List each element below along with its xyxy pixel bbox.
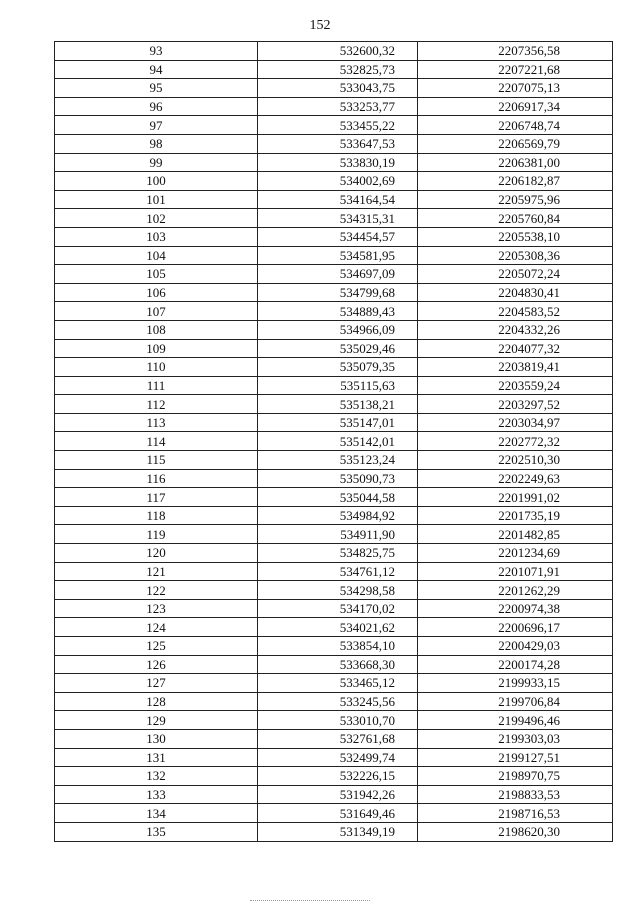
x-coordinate-cell: 534002,69: [258, 172, 418, 191]
point-number-cell: 129: [55, 711, 258, 730]
scan-artifact-line: [250, 900, 370, 901]
point-number-cell: 116: [55, 469, 258, 488]
x-coordinate-cell: 534454,57: [258, 227, 418, 246]
table-row: [55, 116, 613, 135]
point-number-cell: 112: [55, 395, 258, 414]
y-coordinate-cell: 2202772,32: [418, 432, 613, 451]
x-coordinate-cell: 532226,15: [258, 767, 418, 786]
y-coordinate-cell: 2199706,84: [418, 692, 613, 711]
table-row: [55, 785, 613, 804]
table-row: [55, 283, 613, 302]
point-number-cell: 125: [55, 637, 258, 656]
point-number-cell: 117: [55, 488, 258, 507]
y-coordinate-cell: 2200174,28: [418, 655, 613, 674]
y-coordinate-cell: 2201991,02: [418, 488, 613, 507]
table-row: [55, 413, 613, 432]
y-coordinate-cell: 2199127,51: [418, 748, 613, 767]
x-coordinate-cell: 534911,90: [258, 525, 418, 544]
y-coordinate-cell: 2206569,79: [418, 134, 613, 153]
x-coordinate-cell: 534984,92: [258, 506, 418, 525]
table-row: [55, 320, 613, 339]
table-row: [55, 172, 613, 191]
point-number-cell: 132: [55, 767, 258, 786]
y-coordinate-cell: 2207356,58: [418, 42, 613, 61]
y-coordinate-cell: 2204583,52: [418, 302, 613, 321]
table-row: [55, 525, 613, 544]
x-coordinate-cell: 535029,46: [258, 339, 418, 358]
y-coordinate-cell: 2203559,24: [418, 376, 613, 395]
point-number-cell: 119: [55, 525, 258, 544]
x-coordinate-cell: 534170,02: [258, 599, 418, 618]
y-coordinate-cell: 2201071,91: [418, 562, 613, 581]
y-coordinate-cell: 2202510,30: [418, 451, 613, 470]
x-coordinate-cell: 535079,35: [258, 358, 418, 377]
x-coordinate-cell: 535044,58: [258, 488, 418, 507]
point-number-cell: 110: [55, 358, 258, 377]
x-coordinate-cell: 533245,56: [258, 692, 418, 711]
point-number-cell: 134: [55, 804, 258, 823]
point-number-cell: 96: [55, 97, 258, 116]
point-number-cell: 107: [55, 302, 258, 321]
table-row: [55, 451, 613, 470]
table-row: [55, 544, 613, 563]
table-row: [55, 97, 613, 116]
x-coordinate-cell: 532825,73: [258, 60, 418, 79]
x-coordinate-cell: 533647,53: [258, 134, 418, 153]
point-number-cell: 120: [55, 544, 258, 563]
y-coordinate-cell: 2205975,96: [418, 190, 613, 209]
y-coordinate-cell: 2205760,84: [418, 209, 613, 228]
point-number-cell: 103: [55, 227, 258, 246]
y-coordinate-cell: 2206748,74: [418, 116, 613, 135]
y-coordinate-cell: 2207075,13: [418, 79, 613, 98]
x-coordinate-cell: 532499,74: [258, 748, 418, 767]
table-row: [55, 581, 613, 600]
y-coordinate-cell: 2200429,03: [418, 637, 613, 656]
y-coordinate-cell: 2203819,41: [418, 358, 613, 377]
table-row: [55, 562, 613, 581]
x-coordinate-cell: 534298,58: [258, 581, 418, 600]
y-coordinate-cell: 2198833,53: [418, 785, 613, 804]
x-coordinate-cell: 534761,12: [258, 562, 418, 581]
x-coordinate-cell: 534164,54: [258, 190, 418, 209]
x-coordinate-cell: 533010,70: [258, 711, 418, 730]
y-coordinate-cell: 2198716,53: [418, 804, 613, 823]
table-row: [55, 302, 613, 321]
point-number-cell: 106: [55, 283, 258, 302]
point-number-cell: 122: [55, 581, 258, 600]
table-row: [55, 227, 613, 246]
table-row: [55, 265, 613, 284]
point-number-cell: 101: [55, 190, 258, 209]
table-row: [55, 506, 613, 525]
y-coordinate-cell: 2201262,29: [418, 581, 613, 600]
point-number-cell: 135: [55, 822, 258, 841]
table-row: [55, 190, 613, 209]
table-row: [55, 822, 613, 841]
point-number-cell: 109: [55, 339, 258, 358]
x-coordinate-cell: 535090,73: [258, 469, 418, 488]
y-coordinate-cell: 2200696,17: [418, 618, 613, 637]
point-number-cell: 113: [55, 413, 258, 432]
table-row: [55, 134, 613, 153]
y-coordinate-cell: 2205308,36: [418, 246, 613, 265]
table-row: [55, 674, 613, 693]
coordinates-table: [54, 41, 613, 842]
point-number-cell: 97: [55, 116, 258, 135]
point-number-cell: 105: [55, 265, 258, 284]
table-row: [55, 767, 613, 786]
y-coordinate-cell: 2199933,15: [418, 674, 613, 693]
point-number-cell: 126: [55, 655, 258, 674]
point-number-cell: 118: [55, 506, 258, 525]
table-row: [55, 748, 613, 767]
table-row: [55, 432, 613, 451]
table-row: [55, 618, 613, 637]
point-number-cell: 93: [55, 42, 258, 61]
table-row: [55, 729, 613, 748]
x-coordinate-cell: 531649,46: [258, 804, 418, 823]
table-row: [55, 637, 613, 656]
point-number-cell: 98: [55, 134, 258, 153]
point-number-cell: 100: [55, 172, 258, 191]
x-coordinate-cell: 533465,12: [258, 674, 418, 693]
point-number-cell: 94: [55, 60, 258, 79]
x-coordinate-cell: 534697,09: [258, 265, 418, 284]
coordinates-table-body: [55, 42, 613, 842]
point-number-cell: 99: [55, 153, 258, 172]
table-row: [55, 599, 613, 618]
y-coordinate-cell: 2205072,24: [418, 265, 613, 284]
y-coordinate-cell: 2198970,75: [418, 767, 613, 786]
x-coordinate-cell: 534889,43: [258, 302, 418, 321]
table-row: [55, 209, 613, 228]
table-row: [55, 655, 613, 674]
x-coordinate-cell: 533253,77: [258, 97, 418, 116]
x-coordinate-cell: 535147,01: [258, 413, 418, 432]
table-row: [55, 711, 613, 730]
point-number-cell: 121: [55, 562, 258, 581]
x-coordinate-cell: 534966,09: [258, 320, 418, 339]
x-coordinate-cell: 535115,63: [258, 376, 418, 395]
x-coordinate-cell: 534315,31: [258, 209, 418, 228]
point-number-cell: 124: [55, 618, 258, 637]
table-row: [55, 358, 613, 377]
table-row: [55, 376, 613, 395]
table-row: [55, 79, 613, 98]
table-row: [55, 339, 613, 358]
y-coordinate-cell: 2206917,34: [418, 97, 613, 116]
table-row: [55, 395, 613, 414]
table-row: [55, 804, 613, 823]
y-coordinate-cell: 2200974,38: [418, 599, 613, 618]
y-coordinate-cell: 2203297,52: [418, 395, 613, 414]
point-number-cell: 104: [55, 246, 258, 265]
y-coordinate-cell: 2206182,87: [418, 172, 613, 191]
point-number-cell: 130: [55, 729, 258, 748]
point-number-cell: 128: [55, 692, 258, 711]
y-coordinate-cell: 2198620,30: [418, 822, 613, 841]
y-coordinate-cell: 2202249,63: [418, 469, 613, 488]
y-coordinate-cell: 2199496,46: [418, 711, 613, 730]
x-coordinate-cell: 531942,26: [258, 785, 418, 804]
x-coordinate-cell: 534825,75: [258, 544, 418, 563]
x-coordinate-cell: 535142,01: [258, 432, 418, 451]
x-coordinate-cell: 533668,30: [258, 655, 418, 674]
table-row: [55, 60, 613, 79]
y-coordinate-cell: 2204077,32: [418, 339, 613, 358]
point-number-cell: 102: [55, 209, 258, 228]
point-number-cell: 95: [55, 79, 258, 98]
point-number-cell: 111: [55, 376, 258, 395]
page-number: 152: [309, 18, 331, 33]
table-row: [55, 42, 613, 61]
y-coordinate-cell: 2201234,69: [418, 544, 613, 563]
coordinates-table-container: [54, 41, 612, 842]
y-coordinate-cell: 2199303,03: [418, 729, 613, 748]
table-row: [55, 246, 613, 265]
y-coordinate-cell: 2201735,19: [418, 506, 613, 525]
y-coordinate-cell: 2206381,00: [418, 153, 613, 172]
x-coordinate-cell: 535138,21: [258, 395, 418, 414]
x-coordinate-cell: 534021,62: [258, 618, 418, 637]
point-number-cell: 108: [55, 320, 258, 339]
y-coordinate-cell: 2203034,97: [418, 413, 613, 432]
x-coordinate-cell: 533854,10: [258, 637, 418, 656]
x-coordinate-cell: 534799,68: [258, 283, 418, 302]
x-coordinate-cell: 533043,75: [258, 79, 418, 98]
y-coordinate-cell: 2204830,41: [418, 283, 613, 302]
x-coordinate-cell: 533830,19: [258, 153, 418, 172]
table-row: [55, 153, 613, 172]
y-coordinate-cell: 2207221,68: [418, 60, 613, 79]
x-coordinate-cell: 531349,19: [258, 822, 418, 841]
x-coordinate-cell: 532600,32: [258, 42, 418, 61]
x-coordinate-cell: 534581,95: [258, 246, 418, 265]
table-row: [55, 469, 613, 488]
x-coordinate-cell: 535123,24: [258, 451, 418, 470]
y-coordinate-cell: 2205538,10: [418, 227, 613, 246]
table-row: [55, 488, 613, 507]
x-coordinate-cell: 532761,68: [258, 729, 418, 748]
x-coordinate-cell: 533455,22: [258, 116, 418, 135]
y-coordinate-cell: 2201482,85: [418, 525, 613, 544]
point-number-cell: 115: [55, 451, 258, 470]
point-number-cell: 133: [55, 785, 258, 804]
table-row: [55, 692, 613, 711]
point-number-cell: 131: [55, 748, 258, 767]
point-number-cell: 114: [55, 432, 258, 451]
point-number-cell: 127: [55, 674, 258, 693]
point-number-cell: 123: [55, 599, 258, 618]
y-coordinate-cell: 2204332,26: [418, 320, 613, 339]
